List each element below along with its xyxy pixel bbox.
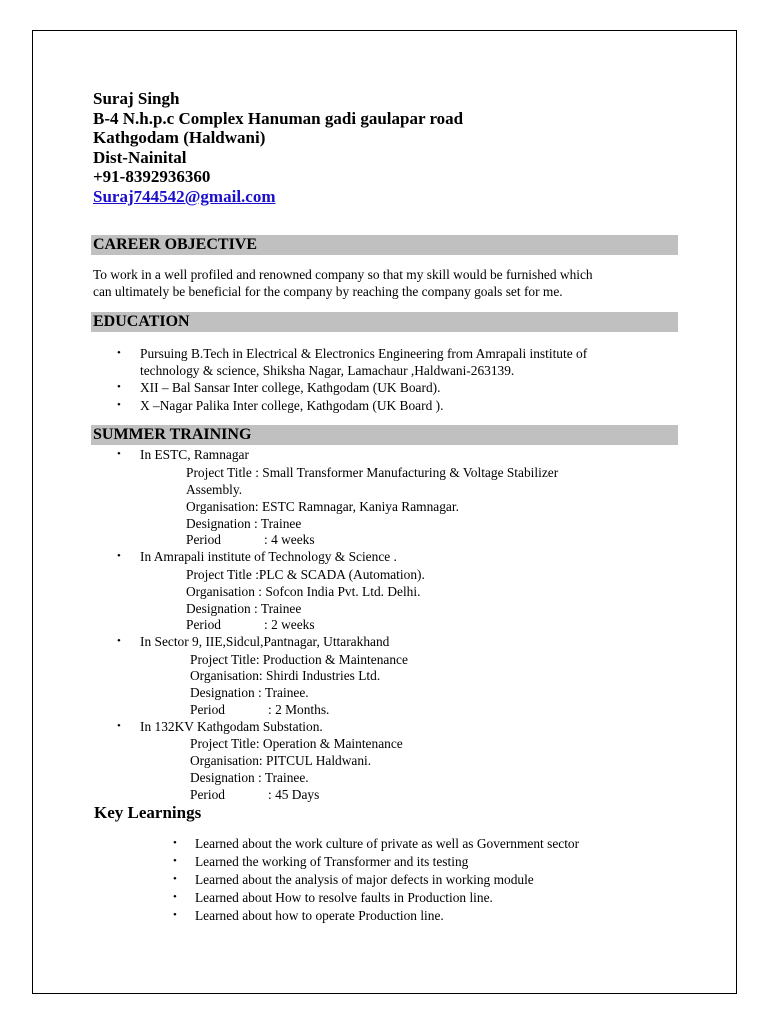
- education-heading: EDUCATION: [93, 313, 190, 330]
- training-organisation: Organisation: ESTC Ramnagar, Kaniya Ramnagar.: [186, 499, 459, 514]
- phone-number: +91-8392936360: [93, 167, 211, 186]
- training-organisation: Organisation: Shirdi Industries Ltd.: [190, 668, 381, 683]
- bullet-icon: •: [173, 891, 177, 903]
- training-place: In ESTC, Ramnagar: [140, 447, 249, 462]
- education-item: X –Nagar Palika Inter college, Kathgodam (UK Board ).: [140, 398, 444, 413]
- bullet-icon: •: [173, 873, 177, 885]
- bullet-icon: •: [117, 635, 121, 647]
- key-learning-item: Learned about How to resolve faults in Production line.: [195, 890, 493, 905]
- training-place: In Sector 9, IIE,Sidcul,Pantnagar, Uttarakhand: [140, 634, 390, 649]
- training-period-label: Period: [190, 702, 225, 717]
- resume-page: [32, 30, 737, 994]
- education-heading-bar: [91, 312, 678, 332]
- career-objective-heading: CAREER OBJECTIVE: [93, 236, 258, 253]
- key-learnings-heading: Key Learnings: [94, 803, 202, 822]
- training-designation: Designation : Trainee.: [190, 685, 309, 700]
- email-link[interactable]: Suraj744542@gmail.com: [93, 187, 276, 206]
- training-organisation: Organisation: PITCUL Haldwani.: [190, 753, 372, 768]
- training-period-value: : 4 weeks: [264, 532, 315, 547]
- training-period-value: : 2 Months.: [268, 702, 330, 717]
- education-item: XII – Bal Sansar Inter college, Kathgodam (UK Board).: [140, 380, 441, 395]
- bullet-icon: •: [117, 448, 121, 460]
- training-place: In 132KV Kathgodam Substation.: [140, 719, 323, 734]
- training-period-value: : 45 Days: [268, 787, 320, 802]
- career-objective-line-2: can ultimately be beneficial for the company by reaching the company goals set for me.: [93, 284, 563, 299]
- training-designation: Designation : Trainee: [186, 516, 302, 531]
- training-designation: Designation : Trainee: [186, 601, 302, 616]
- summer-training-heading: SUMMER TRAINING: [93, 426, 252, 443]
- career-objective-line-1: To work in a well profiled and renowned company so that my skill would be furnished which: [93, 267, 593, 282]
- education-item: Pursuing B.Tech in Electrical & Electronics Engineering from Amrapali institute of: [140, 346, 588, 361]
- training-period-label: Period: [190, 787, 225, 802]
- key-learning-item: Learned about the work culture of private as well as Government sector: [195, 836, 580, 851]
- training-project: Project Title: Production & Maintenance: [190, 652, 408, 667]
- training-project: Project Title: Operation & Maintenance: [190, 736, 403, 751]
- training-project-cont: Assembly.: [186, 482, 243, 497]
- key-learning-item: Learned about how to operate Production line.: [195, 908, 444, 923]
- bullet-icon: •: [173, 909, 177, 921]
- address-line-1: B-4 N.h.p.c Complex Hanuman gadi gaulapar road: [93, 109, 464, 128]
- training-period-value: : 2 weeks: [264, 617, 315, 632]
- training-period-label: Period: [186, 617, 221, 632]
- candidate-name: Suraj Singh: [93, 89, 180, 108]
- bullet-icon: •: [173, 837, 177, 849]
- key-learning-item: Learned about the analysis of major defects in working module: [195, 872, 534, 887]
- bullet-icon: •: [117, 381, 121, 393]
- bullet-icon: •: [117, 720, 121, 732]
- career-objective-heading-bar: [91, 235, 678, 255]
- address-line-2: Kathgodam (Haldwani): [93, 128, 266, 147]
- training-project: Project Title :PLC & SCADA (Automation).: [186, 567, 425, 582]
- summer-training-heading-bar: [91, 425, 678, 445]
- training-designation: Designation : Trainee.: [190, 770, 309, 785]
- address-line-3: Dist-Nainital: [93, 148, 187, 167]
- bullet-icon: •: [117, 347, 121, 359]
- bullet-icon: •: [117, 399, 121, 411]
- bullet-icon: •: [117, 550, 121, 562]
- training-organisation: Organisation : Sofcon India Pvt. Ltd. Delhi.: [186, 584, 421, 599]
- training-period-label: Period: [186, 532, 221, 547]
- education-item-cont: technology & science, Shiksha Nagar, Lamachaur ,Haldwani-263139.: [140, 363, 515, 378]
- key-learning-item: Learned the working of Transformer and its testing: [195, 854, 469, 869]
- training-place: In Amrapali institute of Technology & Science .: [140, 549, 397, 564]
- training-project: Project Title : Small Transformer Manufacturing & Voltage Stabilizer: [186, 465, 559, 480]
- bullet-icon: •: [173, 855, 177, 867]
